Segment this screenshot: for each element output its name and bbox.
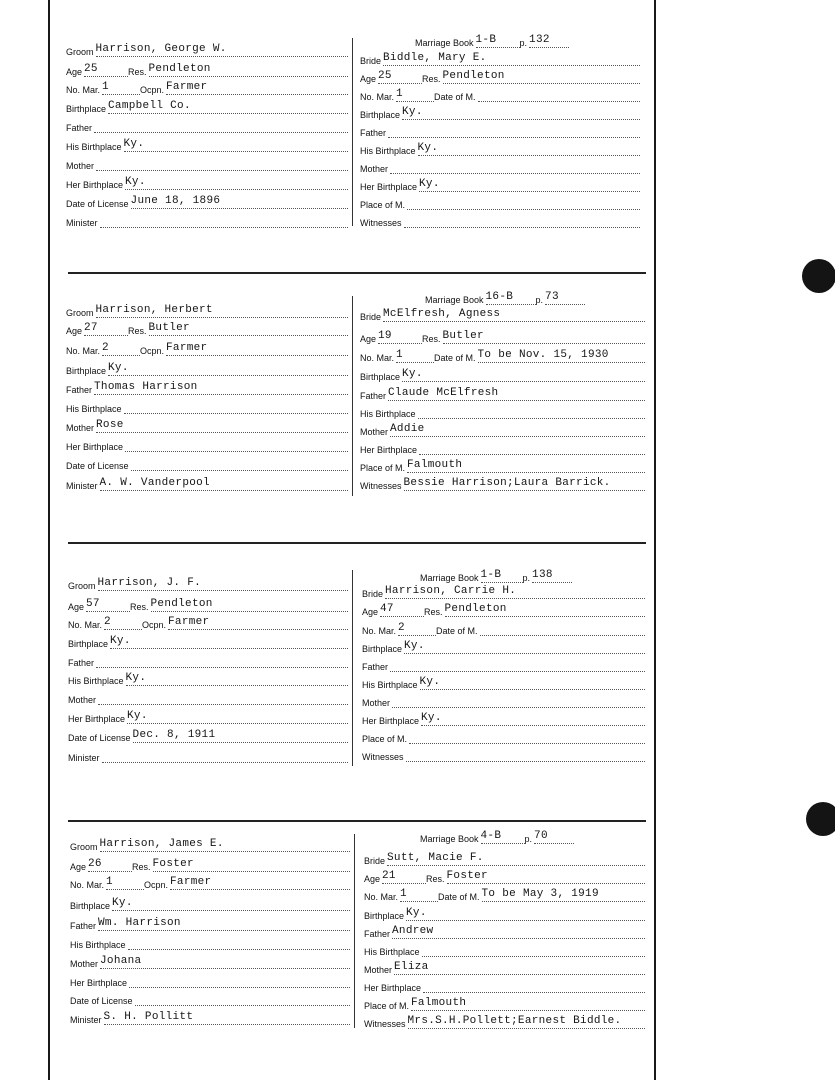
bride-age: 25 xyxy=(378,68,422,84)
bride-birthplace: Ky. xyxy=(402,366,645,382)
bride-witnesses-row: Witnesses Mrs.S.H.Pollett;Earnest Biddle. xyxy=(364,1013,645,1029)
groom-minister: A. W. Vanderpool xyxy=(100,475,348,491)
groom-his-birthplace-row: His Birthplace Ky. xyxy=(68,670,348,686)
marriage-book-label: Marriage Book xyxy=(420,573,479,583)
bride-place-of-m: Falmouth xyxy=(411,995,645,1011)
marriage-book-label: Marriage Book xyxy=(425,295,484,305)
groom-mother-row: Mother xyxy=(68,689,348,705)
bride-res: Pendleton xyxy=(445,601,645,617)
bride-mother xyxy=(392,692,645,708)
groom-his-birthplace: Ky. xyxy=(126,670,348,686)
bride-no-mar: 1 xyxy=(400,886,438,902)
bride-mother-row: Mother Addie xyxy=(360,421,645,437)
groom-date-of-license xyxy=(135,990,350,1006)
groom-father: Thomas Harrison xyxy=(94,379,348,395)
groom-father: Wm. Harrison xyxy=(98,915,350,931)
groom-her-birthplace-row: Her Birthplace xyxy=(70,972,350,988)
punch-hole-bottom xyxy=(806,802,835,836)
groom-his-birthplace-row: His Birthplace Ky. xyxy=(66,136,348,152)
groom-her-birthplace xyxy=(129,972,350,988)
bride-row: Bride Harrison, Carrie H. xyxy=(362,583,645,599)
groom-birthplace-row: Birthplace Campbell Co. xyxy=(66,98,348,114)
groom-minister-row: Minister S. H. Pollitt xyxy=(70,1009,350,1025)
bride-name: Harrison, Carrie H. xyxy=(385,583,645,599)
bride-row: Bride McElfresh, Agness xyxy=(360,306,645,322)
marriage-book-value: 1-B xyxy=(476,32,520,48)
bride-birthplace-row: Birthplace Ky. xyxy=(364,905,645,921)
record-2-divider xyxy=(352,296,353,496)
groom-her-birthplace: Ky. xyxy=(127,708,348,724)
record-2-marriage-book xyxy=(425,289,585,305)
bride-witnesses xyxy=(404,212,640,228)
bride-mother: Addie xyxy=(390,421,645,437)
groom-his-birthplace-row: His Birthplace xyxy=(70,934,350,950)
bride-his-birthplace-row: His Birthplace Ky. xyxy=(360,140,640,156)
bride-mother xyxy=(390,158,640,174)
record-separator-3 xyxy=(68,820,646,822)
bride-no-mar: 1 xyxy=(396,86,434,102)
bride-res: Pendleton xyxy=(443,68,640,84)
groom-mother xyxy=(96,155,348,171)
bride-place-row: Place of M. xyxy=(360,194,640,210)
groom-name: Harrison, George W. xyxy=(96,41,348,57)
marriage-book-page: 73 xyxy=(545,289,585,305)
groom-age: 25 xyxy=(84,61,128,77)
bride-date-of-m xyxy=(480,620,645,636)
bride-age-res-row: Age 47 Res. Pendleton xyxy=(362,601,645,617)
groom-age: 27 xyxy=(84,320,128,336)
bride-place-of-m xyxy=(409,728,645,744)
groom-ocpn: Farmer xyxy=(168,614,348,630)
bride-witnesses-row: Witnesses xyxy=(360,212,640,228)
record-1-marriage-book xyxy=(415,32,569,48)
bride-birthplace: Ky. xyxy=(402,104,640,120)
groom-row: Groom Harrison, James E. xyxy=(70,836,350,852)
marriage-book-value: 1-B xyxy=(481,567,523,583)
groom-mother-row: Mother Rose xyxy=(66,417,348,433)
bride-age-res-row: Age 25 Res. Pendleton xyxy=(360,68,640,84)
record-4-marriage-book xyxy=(420,828,574,844)
groom-birthplace: Campbell Co. xyxy=(108,98,348,114)
groom-his-birthplace: Ky. xyxy=(124,136,348,152)
groom-age-res-row: Age 57 Res. Pendleton xyxy=(68,596,348,612)
groom-mother xyxy=(98,689,348,705)
bride-her-birthplace-row: Her Birthplace xyxy=(360,439,645,455)
groom-birthplace-row: Birthplace Ky. xyxy=(68,633,348,649)
bride-his-birthplace-row: His Birthplace Ky. xyxy=(362,674,645,690)
groom-ocpn: Farmer xyxy=(166,340,348,356)
bride-witnesses-row: Witnesses Bessie Harrison;Laura Barrick. xyxy=(360,475,645,491)
bride-father-row: Father xyxy=(362,656,645,672)
bride-row: Bride Biddle, Mary E. xyxy=(360,50,640,66)
marriage-book-value: 16-B xyxy=(486,289,536,305)
groom-name: Harrison, Herbert xyxy=(96,302,348,318)
bride-father: Andrew xyxy=(392,923,645,939)
groom-birthplace-row: Birthplace Ky. xyxy=(66,360,348,376)
left-border-line xyxy=(48,0,50,1080)
bride-no-mar-row: No. Mar. 2 Date of M. xyxy=(362,620,645,636)
bride-age-res-row: Age 19 Res. Butler xyxy=(360,328,645,344)
groom-his-birthplace xyxy=(128,934,350,950)
groom-name: Harrison, James E. xyxy=(100,836,350,852)
bride-witnesses-row: Witnesses xyxy=(362,746,645,762)
groom-res: Pendleton xyxy=(149,61,348,77)
bride-mother-row: Mother Eliza xyxy=(364,959,645,975)
bride-his-birthplace-row: His Birthplace xyxy=(360,403,645,419)
groom-no-mar: 1 xyxy=(102,79,140,95)
record-4-divider xyxy=(354,834,355,1028)
bride-res: Foster xyxy=(447,868,645,884)
bride-mother: Eliza xyxy=(394,959,645,975)
bride-place-of-m: Falmouth xyxy=(407,457,645,473)
groom-her-birthplace xyxy=(125,436,348,452)
bride-no-mar-row: No. Mar. 1 Date of M. xyxy=(360,86,640,102)
bride-father-row: Father Claude McElfresh xyxy=(360,385,645,401)
bride-place-of-m xyxy=(407,194,640,210)
bride-her-birthplace-row: Her Birthplace Ky. xyxy=(360,176,640,192)
groom-mother: Rose xyxy=(96,417,348,433)
bride-res: Butler xyxy=(443,328,645,344)
groom-ocpn: Farmer xyxy=(170,874,350,890)
groom-name: Harrison, J. F. xyxy=(98,575,348,591)
bride-age: 47 xyxy=(380,601,424,617)
groom-her-birthplace: Ky. xyxy=(125,174,348,190)
bride-name: Biddle, Mary E. xyxy=(383,50,640,66)
bride-date-of-m: To be May 3, 1919 xyxy=(482,886,645,902)
marriage-book-label: Marriage Book xyxy=(415,38,474,48)
bride-his-birthplace: Ky. xyxy=(420,674,645,690)
bride-father: Claude McElfresh xyxy=(388,385,645,401)
bride-place-row: Place of M. Falmouth xyxy=(360,457,645,473)
bride-row: Bride Sutt, Macie F. xyxy=(364,850,645,866)
groom-minister: S. H. Pollitt xyxy=(104,1009,350,1025)
bride-her-birthplace: Ky. xyxy=(421,710,645,726)
groom-no-mar: 2 xyxy=(102,340,140,356)
bride-birthplace-row: Birthplace Ky. xyxy=(360,366,645,382)
bride-birthplace: Ky. xyxy=(406,905,645,921)
bride-her-birthplace-row: Her Birthplace xyxy=(364,977,645,993)
bride-her-birthplace-row: Her Birthplace Ky. xyxy=(362,710,645,726)
groom-no-mar-row: No. Mar. 1 Ocpn. Farmer xyxy=(70,874,350,890)
marriage-book-page: 70 xyxy=(534,828,574,844)
marriage-book-label: Marriage Book xyxy=(420,834,479,844)
groom-date-of-license: June 18, 1896 xyxy=(131,193,348,209)
groom-father-row: Father Wm. Harrison xyxy=(70,915,350,931)
punch-hole-top xyxy=(802,259,835,293)
bride-his-birthplace xyxy=(422,941,645,957)
page-label: p. xyxy=(522,573,531,583)
groom-res: Butler xyxy=(149,320,348,336)
groom-license-row: Date of License Dec. 8, 1911 xyxy=(68,727,348,743)
groom-age-res-row: Age 26 Res. Foster xyxy=(70,856,350,872)
groom-row: Groom Harrison, Herbert xyxy=(66,302,348,318)
record-separator-2 xyxy=(68,542,646,544)
bride-witnesses: Mrs.S.H.Pollett;Earnest Biddle. xyxy=(408,1013,645,1029)
groom-row: Groom Harrison, J. F. xyxy=(68,575,348,591)
bride-her-birthplace xyxy=(423,977,645,993)
groom-father-row: Father Thomas Harrison xyxy=(66,379,348,395)
groom-his-birthplace-row: His Birthplace xyxy=(66,398,348,414)
groom-mother: Johana xyxy=(100,953,350,969)
groom-birthplace: Ky. xyxy=(110,633,348,649)
groom-license-row: Date of License xyxy=(70,990,350,1006)
bride-mother-row: Mother xyxy=(362,692,645,708)
groom-no-mar: 1 xyxy=(106,874,144,890)
bride-no-mar-row: No. Mar. 1 Date of M. To be Nov. 15, 1930 xyxy=(360,347,645,363)
groom-row: Groom Harrison, George W. xyxy=(66,41,348,57)
page-label: p. xyxy=(535,295,544,305)
groom-his-birthplace xyxy=(124,398,348,414)
bride-witnesses: Bessie Harrison;Laura Barrick. xyxy=(404,475,645,491)
record-separator-1 xyxy=(68,272,646,274)
bride-his-birthplace xyxy=(418,403,645,419)
groom-birthplace: Ky. xyxy=(108,360,348,376)
bride-age: 19 xyxy=(378,328,422,344)
bride-age: 21 xyxy=(382,868,426,884)
groom-her-birthplace-row: Her Birthplace Ky. xyxy=(68,708,348,724)
bride-father-row: Father xyxy=(360,122,640,138)
groom-ocpn: Farmer xyxy=(166,79,348,95)
marriage-book-value: 4-B xyxy=(481,828,525,844)
bride-his-birthplace-row: His Birthplace xyxy=(364,941,645,957)
groom-father xyxy=(94,117,348,133)
bride-place-row: Place of M. xyxy=(362,728,645,744)
groom-father xyxy=(96,652,348,668)
groom-minister xyxy=(100,212,348,228)
bride-name: Sutt, Macie F. xyxy=(387,850,645,866)
groom-minister xyxy=(102,747,348,763)
page-label: p. xyxy=(524,834,533,844)
groom-date-of-license: Dec. 8, 1911 xyxy=(133,727,348,743)
bride-date-of-m: To be Nov. 15, 1930 xyxy=(478,347,645,363)
record-3-marriage-book xyxy=(420,567,572,583)
groom-age: 26 xyxy=(88,856,132,872)
groom-age: 57 xyxy=(86,596,130,612)
bride-her-birthplace xyxy=(419,439,645,455)
groom-mother-row: Mother xyxy=(66,155,348,171)
groom-mother-row: Mother Johana xyxy=(70,953,350,969)
groom-her-birthplace-row: Her Birthplace Ky. xyxy=(66,174,348,190)
groom-no-mar-row: No. Mar. 2 Ocpn. Farmer xyxy=(68,614,348,630)
bride-birthplace-row: Birthplace Ky. xyxy=(362,638,645,654)
groom-res: Foster xyxy=(153,856,350,872)
groom-father-row: Father xyxy=(66,117,348,133)
record-1-divider xyxy=(352,38,353,226)
right-border-line xyxy=(654,0,656,1080)
bride-name: McElfresh, Agness xyxy=(383,306,645,322)
bride-age-res-row: Age 21 Res. Foster xyxy=(364,868,645,884)
groom-birthplace-row: Birthplace Ky. xyxy=(70,895,350,911)
page-label: p. xyxy=(519,38,528,48)
bride-father-row: Father Andrew xyxy=(364,923,645,939)
bride-her-birthplace: Ky. xyxy=(419,176,640,192)
groom-birthplace: Ky. xyxy=(112,895,350,911)
bride-birthplace-row: Birthplace Ky. xyxy=(360,104,640,120)
bride-no-mar: 2 xyxy=(398,620,436,636)
groom-no-mar: 2 xyxy=(104,614,142,630)
bride-date-of-m xyxy=(478,86,640,102)
bride-his-birthplace: Ky. xyxy=(418,140,640,156)
groom-no-mar-row: No. Mar. 2 Ocpn. Farmer xyxy=(66,340,348,356)
groom-age-res-row: Age 27 Res. Butler xyxy=(66,320,348,336)
groom-minister-row: Minister xyxy=(68,747,348,763)
bride-father xyxy=(390,656,645,672)
marriage-book-page: 138 xyxy=(532,567,572,583)
groom-date-of-license xyxy=(131,455,348,471)
bride-mother-row: Mother xyxy=(360,158,640,174)
marriage-book-page: 132 xyxy=(529,32,569,48)
bride-no-mar: 1 xyxy=(396,347,434,363)
bride-witnesses xyxy=(406,746,645,762)
groom-minister-row: Minister xyxy=(66,212,348,228)
groom-her-birthplace-row: Her Birthplace xyxy=(66,436,348,452)
bride-father xyxy=(388,122,640,138)
bride-place-row: Place of M. Falmouth xyxy=(364,995,645,1011)
groom-father-row: Father xyxy=(68,652,348,668)
groom-license-row: Date of License xyxy=(66,455,348,471)
groom-minister-row: Minister A. W. Vanderpool xyxy=(66,475,348,491)
bride-no-mar-row: No. Mar. 1 Date of M. To be May 3, 1919 xyxy=(364,886,645,902)
record-3-divider xyxy=(352,570,353,766)
groom-license-row: Date of License June 18, 1896 xyxy=(66,193,348,209)
bride-birthplace: Ky. xyxy=(404,638,645,654)
groom-age-res-row: Age 25 Res. Pendleton xyxy=(66,61,348,77)
groom-no-mar-row: No. Mar. 1 Ocpn. Farmer xyxy=(66,79,348,95)
groom-res: Pendleton xyxy=(151,596,348,612)
